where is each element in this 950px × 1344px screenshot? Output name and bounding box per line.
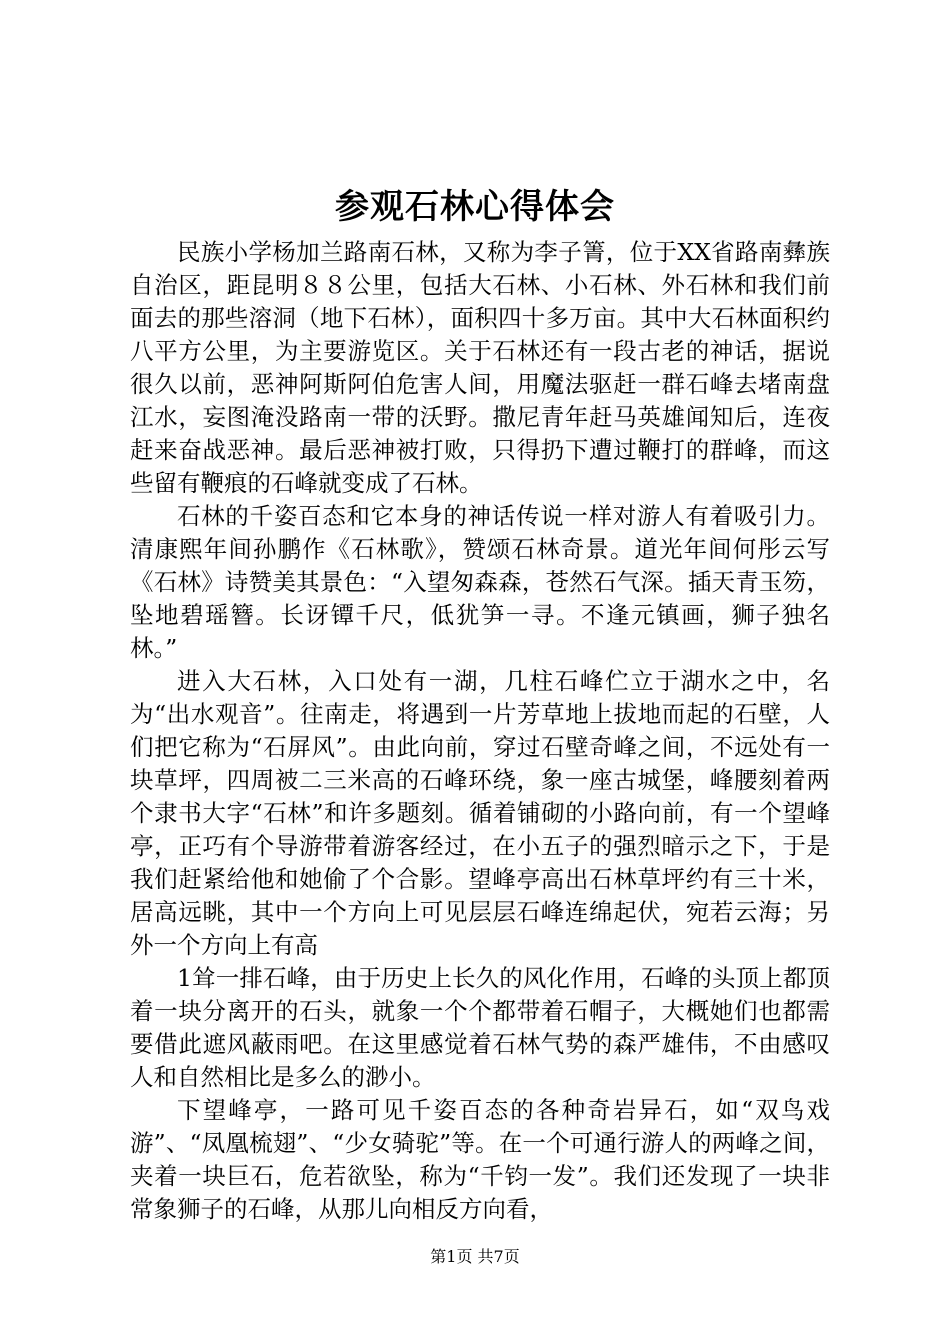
document-title: 参观石林心得体会 <box>335 187 615 227</box>
paragraph: 下望峰亭，一路可见千姿百态的各种奇岩异石，如“双鸟戏游”、“凤凰梳翅”、“少女骑驼”等。在一个可通行游人的两峰之间，夹着一块巨石，危若欲坠，称为“千钧一发”。我们还发现了一块非常象狮子的石峰，从那儿向相反方向看， <box>130 1096 830 1223</box>
document-body <box>130 236 830 1226</box>
paragraph: 民族小学杨加兰路南石林，又称为李子箐，位于XX省路南彝族自治区，距昆明８８公里，包括大石林、小石林、外石林和我们前面去的那些溶洞（地下石林），面积四十多万亩。其中大石林面积约八平方公里，为主要游览区。关于石林还有一段古老的神话，据说很久以前，恶神阿斯阿伯危害人间，用魔法驱赶一群石峰去堵南盘江水，妄图淹没路南一带的沃野。撒尼青年赶马英雄闻知后，连夜赶来奋战恶神。最后恶神被打败，只得扔下遭过鞭打的群峰，而这些留有鞭痕的石峰就变成了石林。 <box>130 238 830 497</box>
paragraph: 进入大石林，入口处有一湖，几柱石峰伫立于湖水之中，名为“出水观音”。往南走，将遇到一片芳草地上拔地而起的石壁，人们把它称为“石屏风”。由此向前，穿过石壁奇峰之间，不远处有一块草坪，四周被二三米高的石峰环绕，象一座古城堡，峰腰刻着两个隶书大字“石林”和许多题刻。循着铺砌的小路向前，有一个望峰亭，正巧有个导游带着游客经过，在小五子的强烈暗示之下，于是我们赶紧给他和她偷了个合影。望峰亭高出石林草坪约有三十米，居高远眺，其中一个方向上可见层层石峰连绵起伏，宛若云海；另外一个方向上有高 <box>130 667 830 959</box>
paragraph: 石林的千姿百态和它本身的神话传说一样对游人有着吸引力。清康熙年间孙鹏作《石林歌》，赞颂石林奇景。道光年间何彤云写《石林》诗赞美其景色：“入望匆森森，苍然石气深。插天青玉笏，坠地碧瑶簪。长讶镡千尺，低犹笋一寻。不逢元镇画，狮子独名林。” <box>130 502 830 662</box>
paragraph: 1耸一排石峰，由于历史上长久的风化作用，石峰的头顶上都顶着一块分离开的石头，就象一个个都带着石帽子，大概她们也都需要借此遮风蔽雨吧。在这里感觉着石林气势的森严雄伟，不由感叹人和自然相比是多么的渺小。 <box>130 964 830 1091</box>
page-footer: 第1页 共7页 <box>430 1247 520 1266</box>
